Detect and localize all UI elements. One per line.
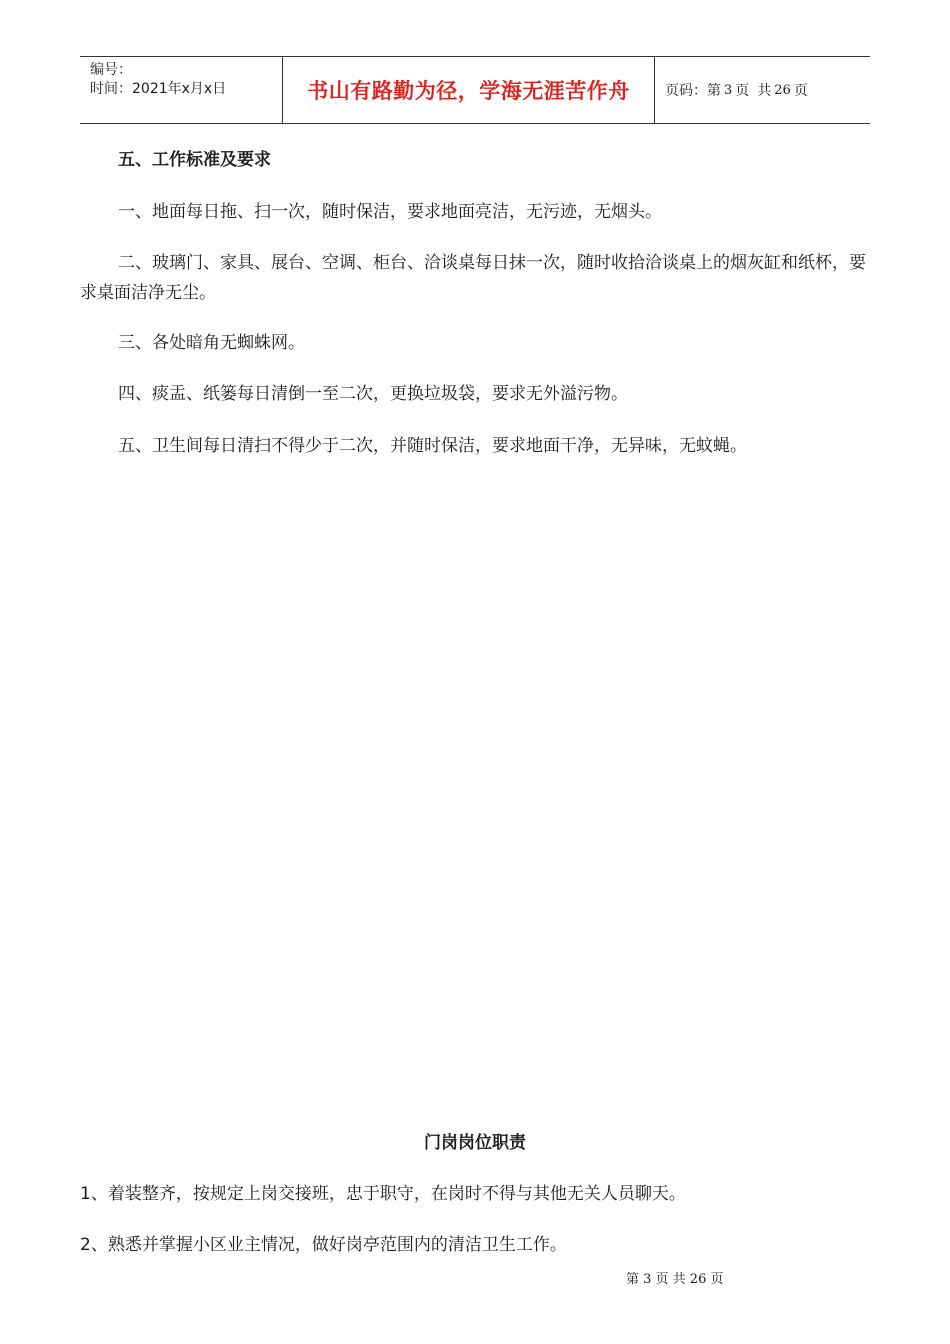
gate-section-title: 门岗岗位职责 [424, 1133, 526, 1153]
page-header [80, 56, 870, 124]
header-motto: 书山有路勤为径，学海无涯苦作舟 [307, 78, 630, 103]
header-page-info [655, 57, 870, 123]
page-total-prefix: 共 [757, 83, 772, 99]
section-item-4: 四、痰盂、纸篓每日清倒一至二次，更换垃圾袋，要求无外溢污物。 [118, 384, 628, 404]
gate-item-1: 1、着装整齐，按规定上岗交接班，忠于职守，在岗时不得与其他无关人员聊天。 [80, 1184, 686, 1204]
section-item-2: 二、玻璃门、家具、展台、空调、柜台、洽谈桌每日抹一次，随时收拾洽谈桌上的烟灰缸和纸杯，要求桌面洁净无尘。 [80, 253, 866, 303]
gate-item-2: 2、熟悉并掌握小区业主情况，做好岗亭范围内的清洁卫生工作。 [80, 1235, 567, 1255]
section-item-3: 三、各处暗角无蜘蛛网。 [118, 333, 305, 353]
section-heading: 五、工作标准及要求 [118, 150, 271, 170]
page-number: 3 [724, 82, 733, 98]
header-meta [80, 57, 282, 123]
page-suffix: 页 [793, 83, 808, 99]
page-total: 26 [774, 82, 791, 98]
header-motto-cell [282, 57, 655, 123]
page-mid: 页 [735, 83, 750, 99]
page-prefix: 页码：第 [665, 83, 721, 99]
page-footer: 第 3 页 共 26 页 [626, 1272, 724, 1287]
section-item-5: 五、卫生间每日清扫不得少于二次，并随时保洁，要求地面干净，无异味，无蚊蝇。 [118, 436, 747, 456]
section-item-1: 一、地面每日拖、扫一次，随时保洁，要求地面亮洁，无污迹，无烟头。 [118, 202, 662, 222]
time-label: 时间：2021年x月x日 [90, 81, 227, 97]
serial-label: 编号： [90, 62, 132, 78]
